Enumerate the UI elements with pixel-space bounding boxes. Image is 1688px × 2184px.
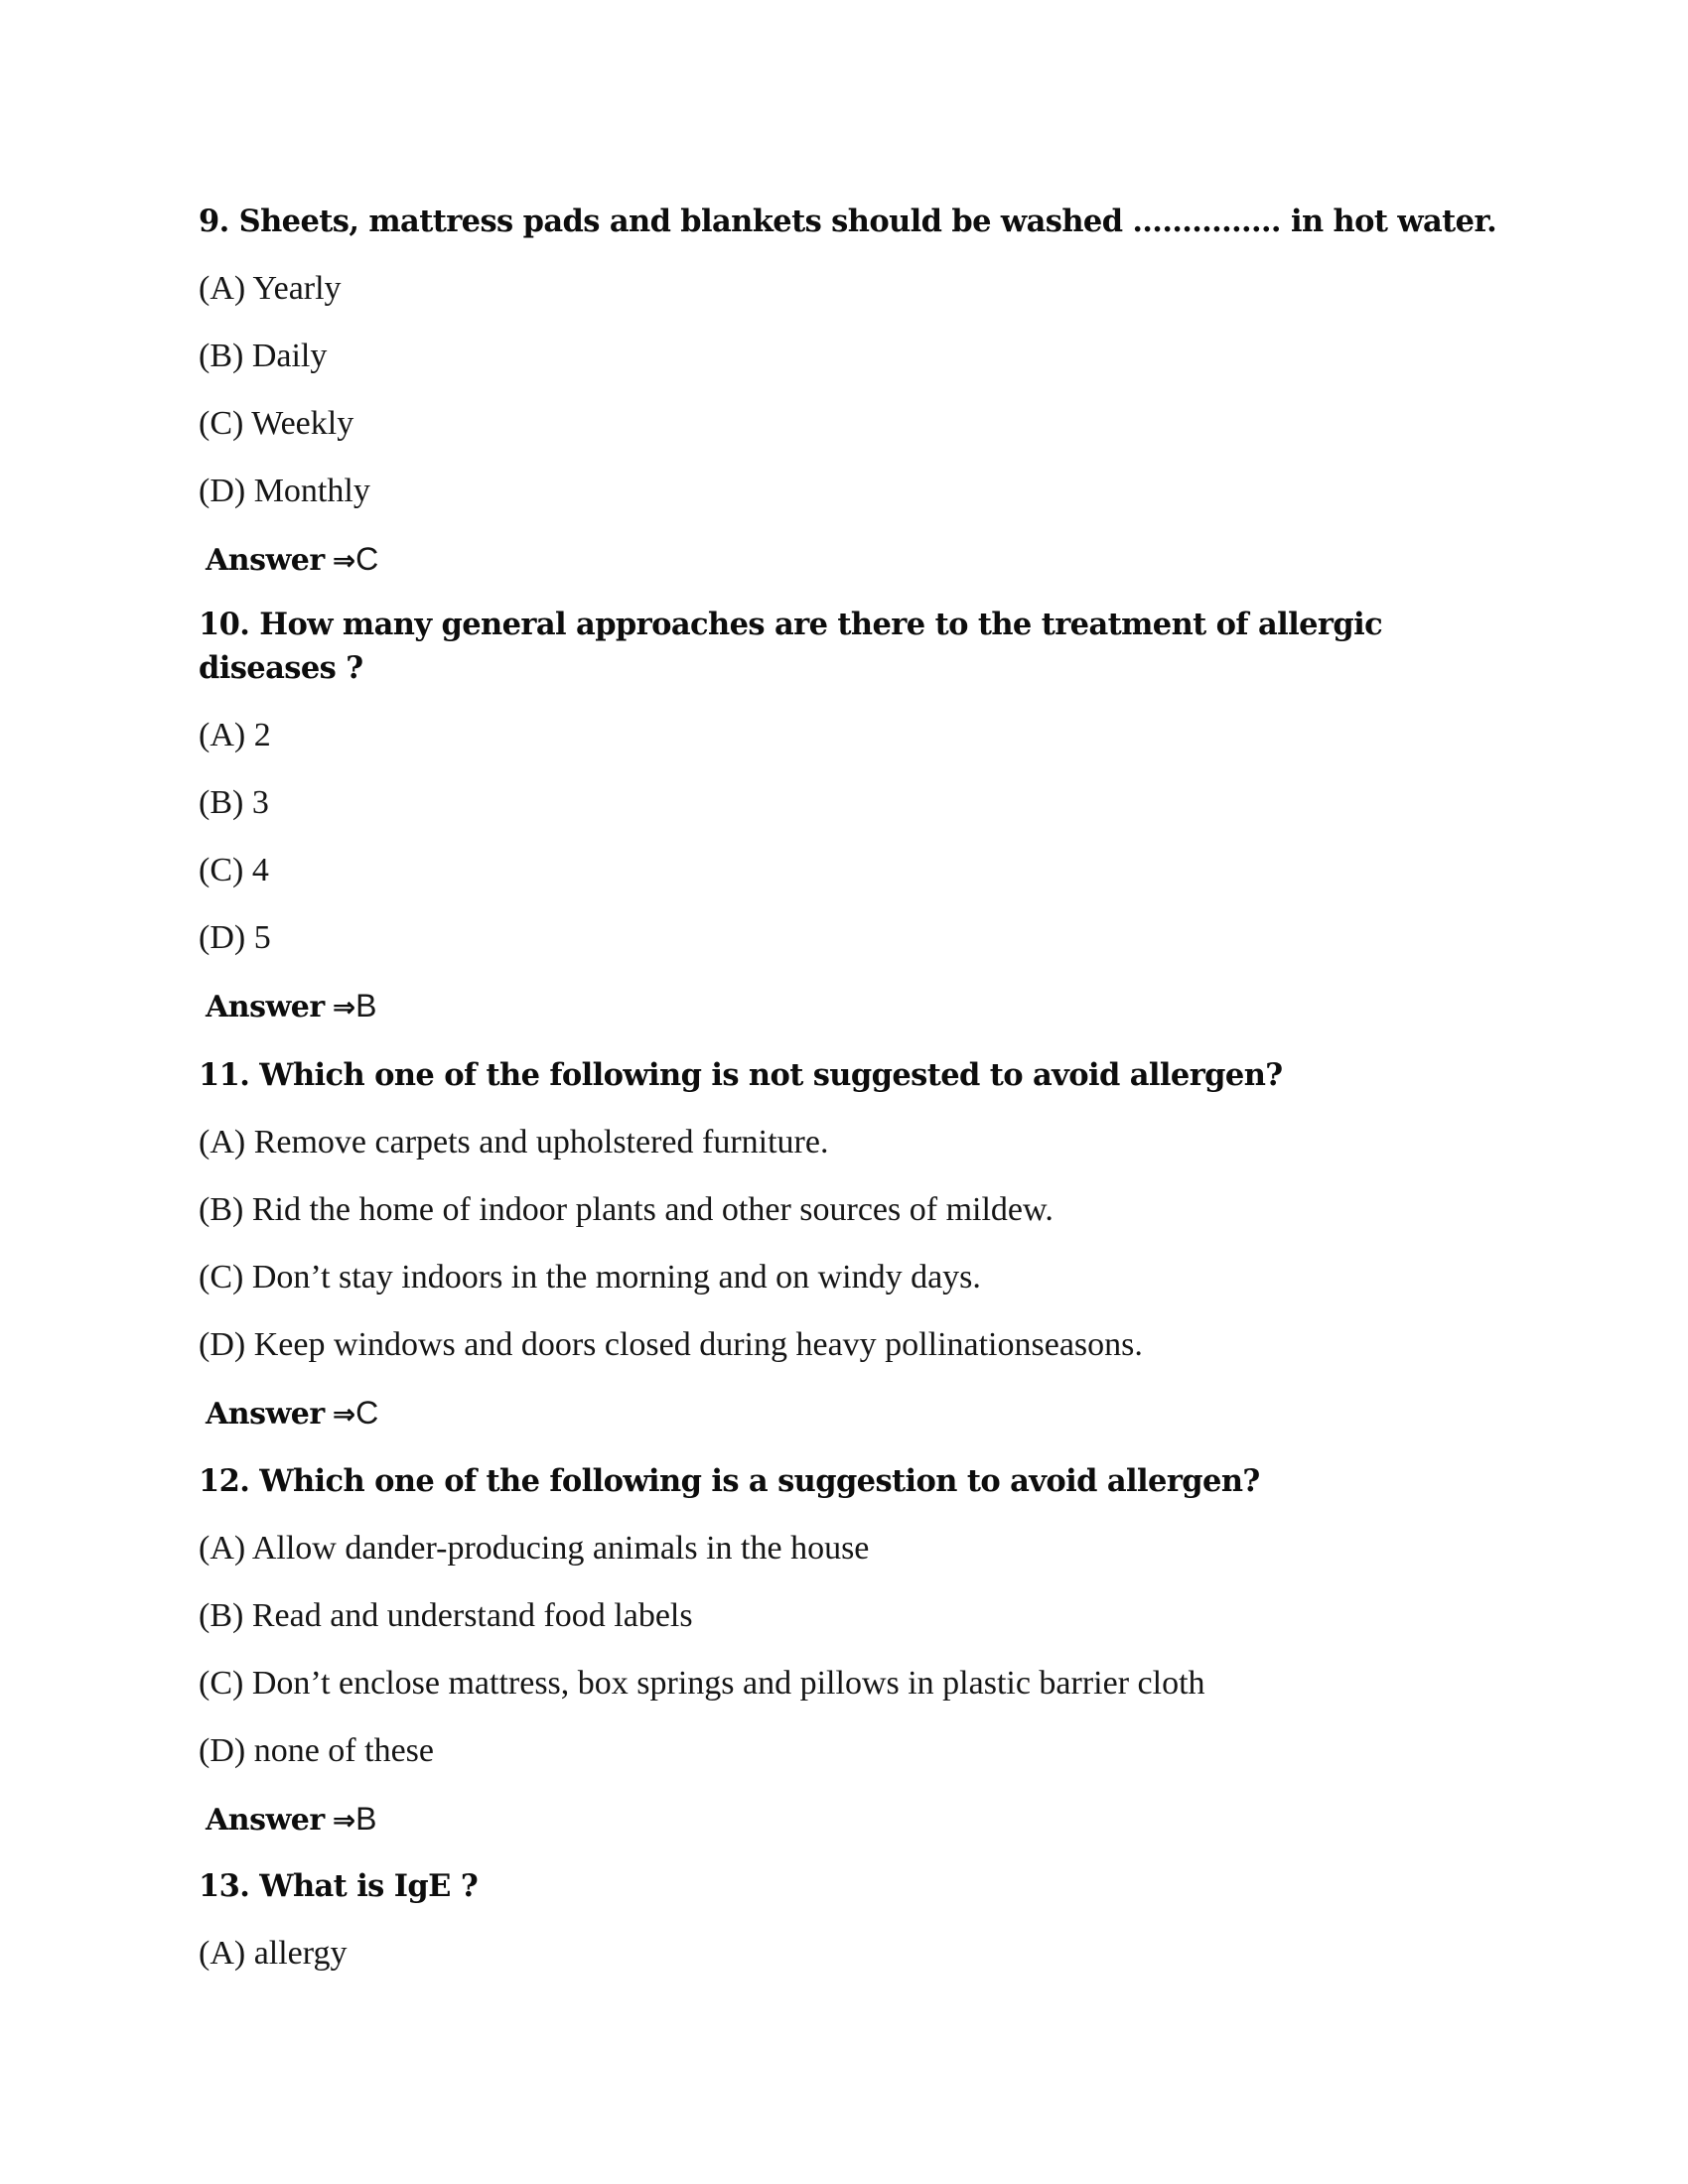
option-label: (B) [199,338,244,374]
question-10 [199,603,1382,646]
option-text: Weekly [251,405,354,442]
question-number: 11. [199,1057,250,1093]
question-13 [199,1864,478,1908]
answer-line [206,1797,377,1841]
question-number: 9. [199,204,229,239]
question-text: diseases ? [199,650,363,686]
option-label: (D) [199,919,246,956]
question-text: Sheets, mattress pads and blankets should be washed …………… in hot water. [238,204,1497,239]
option-text: Read and understand food labels [251,1597,693,1634]
answer-label: Answer [206,990,325,1024]
option-c [199,402,353,446]
option-label: (A) [199,1935,246,1972]
option-c [199,1256,981,1299]
answer-value: B [355,988,377,1024]
option-text: Rid the home of indoor plants and other sources of mildew. [251,1191,1054,1228]
option-text: 2 [253,717,271,753]
option-text: 4 [251,852,269,888]
option-text: Yearly [252,270,342,307]
option-text: 5 [253,919,271,956]
option-text: Keep windows and doors closed during heavy pollinationseasons. [253,1326,1143,1363]
question-9 [199,200,1496,243]
option-d [199,1323,1143,1367]
answer-label: Answer [206,1397,325,1432]
option-text: 3 [251,784,269,821]
option-text: none of these [253,1732,434,1769]
option-label: (C) [199,1665,244,1702]
double-arrow-icon: ⇒ [332,1804,356,1837]
option-label: (B) [199,1597,244,1634]
question-text: Which one of the following is a suggestion to avoid allergen? [259,1463,1260,1499]
question-text: Which one of the following is not suggested to avoid allergen? [259,1057,1283,1093]
question-number: 10. [199,607,250,642]
option-b [199,335,327,378]
double-arrow-icon: ⇒ [332,1398,356,1431]
answer-line [206,537,378,581]
option-label: (D) [199,1326,246,1363]
option-a [199,1527,869,1570]
option-b [199,1188,1054,1232]
double-arrow-icon: ⇒ [332,991,356,1024]
option-c [199,1662,1205,1706]
option-d [199,916,271,960]
option-a [199,714,271,757]
option-text: Monthly [253,473,370,509]
double-arrow-icon: ⇒ [332,544,356,577]
option-text: Daily [251,338,328,374]
option-a [199,1932,348,1976]
option-d [199,470,370,513]
question-12 [199,1459,1260,1503]
answer-value: B [355,1801,377,1837]
question-text: What is IgE ? [259,1868,479,1904]
option-text: Allow dander-producing animals in the house [251,1530,870,1567]
option-label: (D) [199,473,246,509]
option-a [199,267,342,311]
option-label: (C) [199,852,244,888]
option-d [199,1729,434,1773]
question-number: 12. [199,1463,250,1499]
option-b [199,1594,693,1638]
answer-label: Answer [206,543,325,578]
option-text: Don’t stay indoors in the morning and on windy days. [251,1259,981,1296]
option-label: (B) [199,1191,244,1228]
option-text: allergy [253,1935,348,1972]
option-label: (C) [199,1259,244,1296]
option-a [199,1121,828,1164]
answer-label: Answer [206,1803,325,1838]
option-label: (D) [199,1732,246,1769]
option-c [199,849,269,892]
answer-line [206,1391,378,1434]
option-text: Remove carpets and upholstered furniture. [253,1124,829,1160]
question-11 [199,1053,1283,1097]
option-label: (A) [199,717,246,753]
question-10-continuation [199,646,363,690]
option-label: (A) [199,270,246,307]
option-b [199,781,269,825]
option-text: Don’t enclose mattress, box springs and pillows in plastic barrier cloth [251,1665,1205,1702]
answer-value: C [355,541,379,577]
answer-value: C [355,1395,379,1431]
question-text: How many general approaches are there to the treatment of allergic [259,607,1383,642]
option-label: (C) [199,405,244,442]
question-number: 13. [199,1868,250,1904]
option-label: (B) [199,784,244,821]
answer-line [206,984,377,1027]
option-label: (A) [199,1124,246,1160]
option-label: (A) [199,1530,246,1567]
